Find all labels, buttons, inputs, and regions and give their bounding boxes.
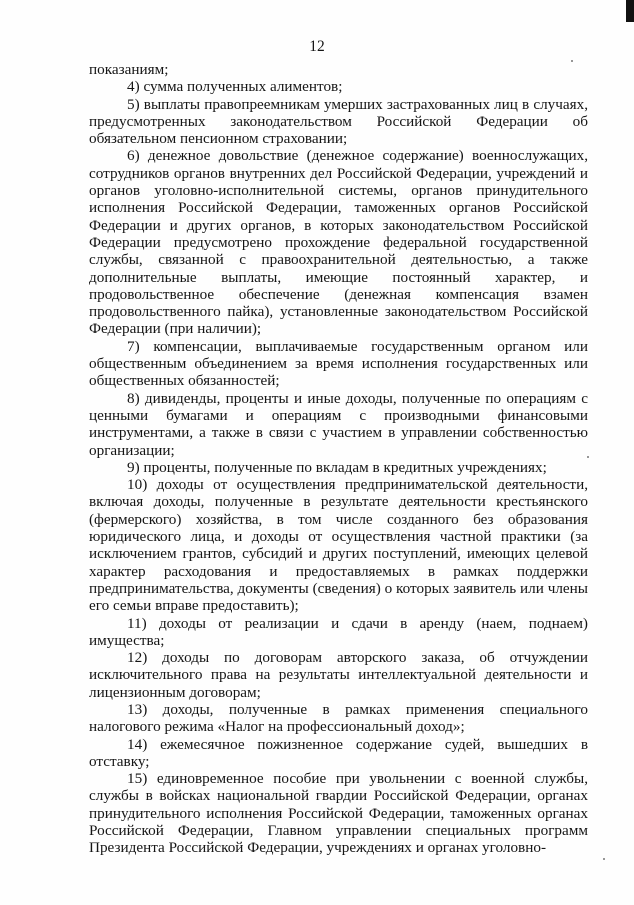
list-item-6: 6) денежное довольствие (денежное содержание) военнослужащих, сотрудников органов внутренних дел Российской Федерации, учреждений и органов уголовно-исполнительной системы, органов принудительного исполнения Российской Федерации, таможенных органов Российской Федерации и других органов, в которых законодательством Российской Федерации предусмотрено прохождение федеральной государственной службы, связанной с правоохранительной деятельностью, а также дополнительные выплаты, имеющие постоянный характер, и продовольственное обеспечение (денежная компенсация взамен продовольственного пайка), установленные законодательством Российской Федерации (при наличии); xyxy=(89,147,588,338)
list-item-8: 8) дивиденды, проценты и иные доходы, полученные по операциям с ценными бумагами и операциям с производными финансовыми инструментами, а также в связи с участием в управлении собственностью организации; xyxy=(89,389,588,459)
page-number: 12 xyxy=(309,38,325,55)
list-item-5: 5) выплаты правопреемникам умерших застрахованных лиц в случаях, предусмотренных законодательством Российской Федерации об обязательном пенсионном страховании; xyxy=(89,95,588,148)
list-item-12: 12) доходы по договорам авторского заказа, об отчуждении исключительного права на результаты интеллектуальной деятельности и лицензионным договорам; xyxy=(89,649,588,701)
list-item-10: 10) доходы от осуществления предпринимательской деятельности, включая доходы, полученные в результате деятельности крестьянского (фермерского) хозяйства, в том числе созданного без образования юридического лица, и доходы от осуществления частной практики (за исключением грантов, субсидий и других поступлений, имеющих целевой характер расходования и предоставляемых в рамках поддержки предпринимательства, документы (сведения) о которых заявитель или члены его семьи вправе предоставить); xyxy=(89,476,588,615)
list-item-9: 9) проценты, полученные по вкладам в кредитных учреждениях; xyxy=(127,458,547,476)
list-item-14: 14) ежемесячное пожизненное содержание судей, вышедших в отставку; xyxy=(89,735,588,770)
scan-speck xyxy=(603,858,605,860)
list-item-11: 11) доходы от реализации и сдачи в аренду (наем, поднаем) имущества; xyxy=(89,614,588,649)
paragraph-continuation: показаниям; xyxy=(89,61,169,78)
list-item-15: 15) единовременное пособие при увольнении с военной службы, службы в войсках национальной гвардии Российской Федерации, органах принудительного исполнения Российской Федерации, таможенных органах Российской Федерации, Главном управлении специальных программ Президента Российской Федерации, учреждениях и органах уголовно- xyxy=(89,770,588,857)
list-item-13: 13) доходы, полученные в рамках применения специального налогового режима «Налог на профессиональный доход»; xyxy=(89,700,588,736)
document-body xyxy=(89,61,588,857)
list-item-7: 7) компенсации, выплачиваемые государственным органом или общественным объединением за время исполнения государственных или общественных обязанностей; xyxy=(89,337,588,390)
scan-edge-mark xyxy=(626,0,634,22)
list-item-4: 4) сумма полученных алиментов; xyxy=(127,78,343,96)
